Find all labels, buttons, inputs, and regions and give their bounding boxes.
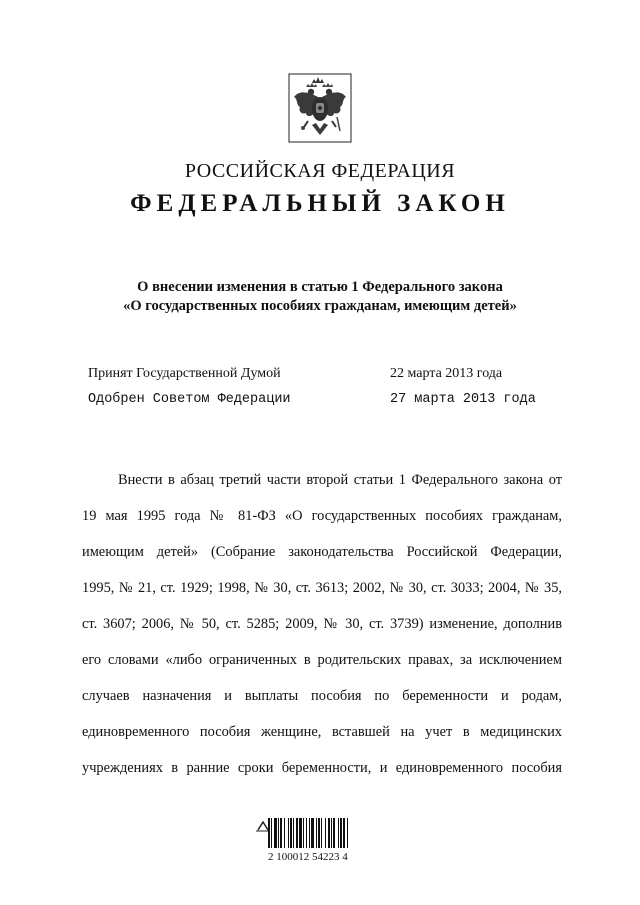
law-type-heading: ФЕДЕРАЛЬНЫЙ ЗАКОН bbox=[130, 190, 510, 217]
body-line: 19 мая 1995 года № 81-ФЗ «О государственных пособиях гражданам, bbox=[82, 508, 562, 524]
body-line: случаев назначения и выплаты пособия по беременности и родам, bbox=[82, 688, 562, 704]
coat-of-arms-icon bbox=[288, 73, 352, 143]
barcode-number: 2 100012 54223 4 bbox=[268, 851, 348, 863]
duma-adoption-date: 22 марта 2013 года bbox=[390, 366, 503, 381]
law-title bbox=[0, 278, 640, 316]
body-line: имеющим детей» (Собрание законодательства Российской Федерации, bbox=[82, 544, 562, 560]
body-line: Внести в абзац третий части второй статьи 1 Федерального закона от bbox=[118, 472, 562, 488]
duma-adoption-label: Принят Государственной Думой bbox=[88, 366, 281, 381]
law-body-paragraph bbox=[82, 462, 562, 786]
body-line: учреждениях в ранние сроки беременности, и единовременного пособия bbox=[82, 760, 562, 776]
barcode-icon bbox=[268, 818, 380, 848]
law-title-line: «О государственных пособиях гражданам, имеющим детей» bbox=[123, 298, 517, 314]
law-title-line: О внесении изменения в статью 1 Федерального закона bbox=[137, 279, 503, 295]
council-approval-date: 27 марта 2013 года bbox=[390, 392, 536, 407]
body-line: ст. 3607; 2006, № 50, ст. 5285; 2009, № 30, ст. 3739) изменение, дополнив bbox=[82, 616, 562, 632]
country-name: РОССИЙСКАЯ ФЕДЕРАЦИЯ bbox=[184, 160, 456, 182]
body-line: 1995, № 21, ст. 1929; 1998, № 30, ст. 3613; 2002, № 30, ст. 3033; 2004, № 35, bbox=[82, 580, 562, 596]
body-line: его словами «либо ограниченных в родительских правах, за исключением bbox=[82, 652, 562, 668]
body-line: единовременного пособия женщине, вставшей на учет в медицинских bbox=[82, 724, 562, 740]
council-approval-label: Одобрен Советом Федерации bbox=[88, 392, 291, 407]
